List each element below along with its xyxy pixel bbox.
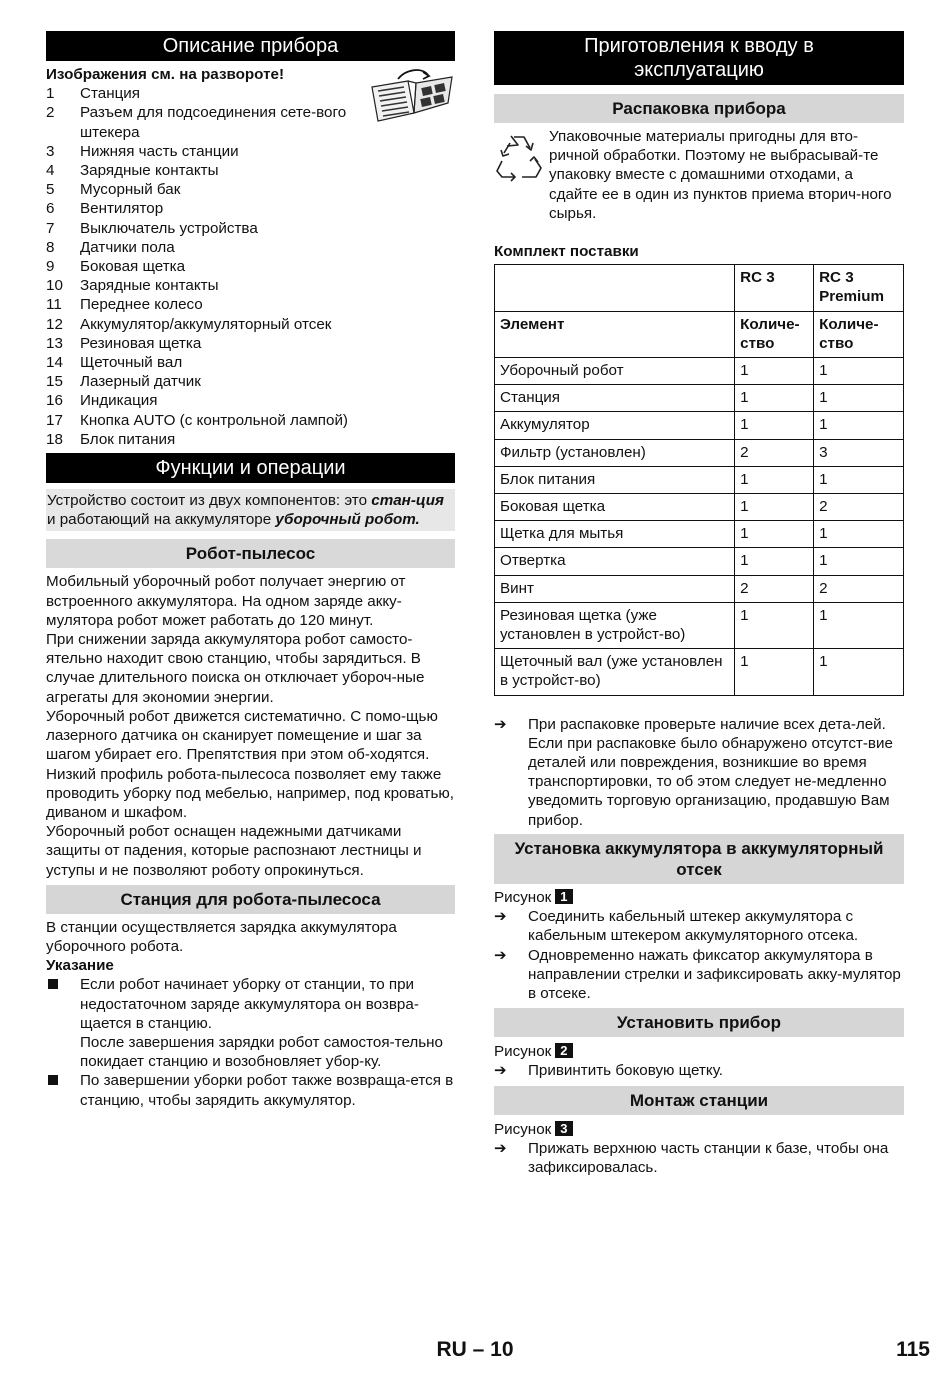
note-label: Указание (46, 957, 114, 975)
paragraph: Мобильный уборочный робот получает энергию от встроенного аккумулятора. На одном заряде акку-мулятора робот может работать до 120 минут. (46, 573, 406, 629)
mount-steps (494, 1120, 904, 1178)
robot-heading: Робот-пылесос (46, 539, 455, 568)
list-item: 16 Индикация (46, 392, 158, 410)
table-header-cell: Количе-ство (735, 311, 814, 357)
intro-station: стан-ция (371, 492, 444, 510)
table-row: Аккумулятор 1 1 (495, 412, 904, 439)
paragraph: Уборочный робот движется систематично. С помо-щью лазерного датчика он сканирует помещение и шаг за шагом убирает его. Препятствия при этом об-ходятся. (46, 707, 438, 764)
page-number: 115 (896, 1338, 930, 1361)
table-header-cell: RC 3 Premium (814, 265, 904, 311)
list-item: 7 Выключатель устройства (46, 219, 258, 237)
list-item: 12 Аккумулятор/аккумуляторный отсек (46, 315, 332, 333)
description-heading: Описание прибора (46, 31, 455, 61)
intro-text-2: и работающий на аккумуляторе (47, 511, 276, 529)
paragraph: В станции осуществляется зарядка аккумулятора уборочного робота. (46, 918, 397, 955)
left-column (46, 31, 455, 1110)
paragraph: Уборочный робот оснащен надежными датчиками защиты от падения, которые распознают лестницы и уступы и не позволяют роботу опрокинуться. (46, 823, 422, 879)
table-header-row (495, 311, 904, 357)
prep-heading: Приготовления к вводу в эксплуатацию (494, 31, 904, 85)
intro-robot: уборочный робот. (275, 511, 420, 529)
note-text: По завершении уборки робот также возвраща-ется в станцию, чтобы зарядить аккумулятор. (80, 1072, 454, 1109)
kit-label: Комплект поставки (494, 243, 639, 261)
list-item: ➔ Прижать верхнюю часть станции к базе, чтобы она зафиксировалась. (494, 1139, 889, 1176)
list-item: 4 Зарядные контакты (46, 162, 219, 180)
list-item: 17 Кнопка AUTO (с контрольной лампой) (46, 411, 348, 429)
table-header-cell: Количе-ство (814, 311, 904, 357)
table-row: Щеточный вал (уже установлен в устройст-во) 1 1 (495, 649, 904, 695)
unpack-check (494, 715, 904, 830)
figure-ref: Рисунок 1 (494, 888, 904, 907)
right-column (494, 31, 904, 1177)
recycle-text: Упаковочные материалы пригодны для вто-ричной обработки. Поэтому не выбрасывай-те упаковку вместе с домашними отходами, а сдайте ее в один из пунктов приема вторич-ного сырья. (549, 128, 892, 222)
list-item: 1 Станция (46, 85, 140, 103)
list-item: ➔ Привинтить боковую щетку. (494, 1062, 723, 1080)
kit-table (494, 264, 904, 695)
list-item: ➔ Одновременно нажать фиксатор аккумулятора в направлении стрелки и зафиксировать акку-мулятор в отсеке. (494, 946, 901, 1002)
figure-number: 2 (555, 1043, 572, 1058)
list-item: ➔ Соединить кабельный штекер аккумулятора с кабельным штекером аккумуляторного отсека. (494, 908, 859, 945)
list-item: 10 Зарядные контакты (46, 277, 219, 295)
list-item: 13 Резиновая щетка (46, 334, 202, 352)
step-text: Если при распаковке было обнаружено отсутст-вие деталей или повреждения, возникшие во время транспортировки, то об этом следует не-медленно уведомить торговую организацию, продавшую Вам прибор. (528, 734, 893, 829)
install-heading: Установить прибор (494, 1008, 904, 1037)
arrow-icon: ➔ (494, 908, 507, 926)
list-item: 14 Щеточный вал (46, 354, 183, 372)
list-item: 9 Боковая щетка (46, 258, 186, 276)
step-text: При распаковке проверьте наличие всех дета-лей. (528, 715, 886, 733)
table-row: Винт 2 2 (495, 575, 904, 602)
list-item: 2 Разъем для подсоединения сете-вого штекера (46, 104, 347, 141)
robot-text (46, 572, 455, 879)
list-item: 6 Вентилятор (46, 200, 164, 218)
functions-heading: Функции и операции (46, 453, 455, 483)
table-row: Боковая щетка 1 2 (495, 494, 904, 521)
arrow-icon: ➔ (494, 715, 507, 733)
paragraph: Низкий профиль робота-пылесоса позволяет ему также проводить уборку под мебелью, например, под кроватью, диваном и шкафом. (46, 765, 454, 821)
arrow-icon: ➔ (494, 1062, 507, 1080)
book-icon (368, 69, 456, 125)
battery-heading: Установка аккумулятора в аккумуляторный отсек (494, 834, 904, 884)
list-item: 3 Нижняя часть станции (46, 142, 239, 160)
station-text (46, 918, 455, 1110)
intro-text: Устройство состоит из двух компонентов: это (47, 492, 372, 510)
table-row: Блок питания 1 1 (495, 466, 904, 493)
table-header-cell (495, 265, 735, 311)
paragraph: При снижении заряда аккумулятора робот самосто-ятельно находит свою станцию, чтобы зарядиться. В случае длительного поиска он отключает убороч-ные агрегаты для экономии энергии. (46, 631, 425, 706)
bullet-icon (46, 1071, 80, 1109)
parts-section (46, 65, 455, 449)
table-header-cell: Элемент (495, 311, 735, 357)
figure-ref: Рисунок 2 (494, 1042, 904, 1061)
battery-steps (494, 888, 904, 1003)
images-note: Изображения см. на развороте! (46, 66, 285, 83)
bullet-icon (46, 975, 80, 1071)
arrow-icon: ➔ (494, 946, 507, 964)
station-heading: Станция для робота-пылесоса (46, 885, 455, 914)
list-item (494, 715, 904, 830)
list-item: 11 Переднее колесо (46, 296, 203, 314)
list-item: 18 Блок питания (46, 430, 176, 448)
table-row: Резиновая щетка (уже установлен в устройст-во) 1 1 (495, 602, 904, 648)
install-steps (494, 1042, 904, 1080)
intro-box (46, 489, 455, 531)
list-item: 15 Лазерный датчик (46, 373, 201, 391)
arrow-icon: ➔ (494, 1139, 507, 1157)
list-item: 8 Датчики пола (46, 238, 175, 256)
recycle-icon (494, 131, 544, 183)
footer-section-label: RU – 10 (436, 1338, 514, 1361)
mount-heading: Монтаж станции (494, 1086, 904, 1115)
figure-number: 3 (555, 1121, 572, 1136)
table-header-row (495, 265, 904, 311)
table-row: Станция 1 1 (495, 385, 904, 412)
note-text: Если робот начинает уборку от станции, то при недостаточном заряде аккумулятора он возвра-щается в станцию. (80, 976, 419, 1032)
note-text: После завершения зарядки робот самостоя-тельно покидает станцию и возобновляет убор-ку. (80, 1033, 444, 1071)
table-row: Щетка для мытья 1 1 (495, 521, 904, 548)
table-row: Уборочный робот 1 1 (495, 358, 904, 385)
table-header-cell: RC 3 (735, 265, 814, 311)
table-row: Фильтр (установлен) 2 3 (495, 439, 904, 466)
list-item (46, 975, 455, 1071)
table-row: Отвертка 1 1 (495, 548, 904, 575)
parts-list (46, 84, 455, 449)
list-item (46, 1071, 455, 1109)
recycle-note (494, 127, 904, 223)
figure-number: 1 (555, 889, 572, 904)
list-item: 5 Мусорный бак (46, 181, 181, 199)
figure-ref: Рисунок 3 (494, 1120, 904, 1139)
unpack-heading: Распаковка прибора (494, 94, 904, 123)
